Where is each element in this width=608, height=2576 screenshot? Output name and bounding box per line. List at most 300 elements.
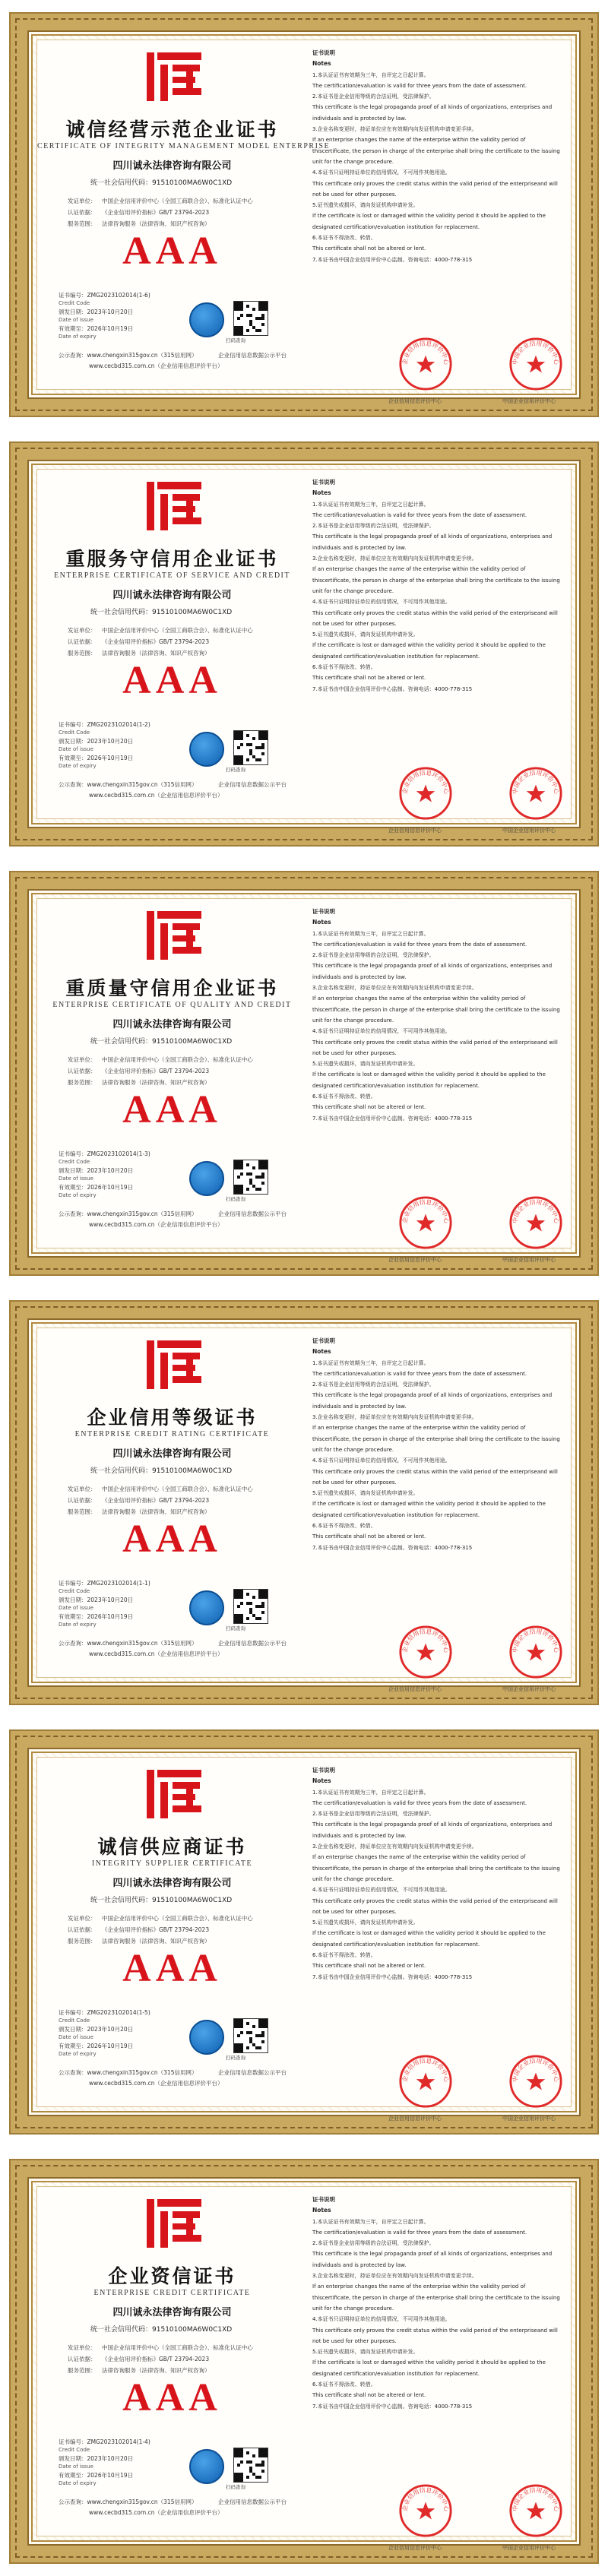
query-label: 公示查询： — [59, 1640, 87, 1647]
info-row-label: 服务范围： — [68, 1508, 97, 1515]
seal-label: 企业信用信息评价中心 — [388, 398, 442, 404]
info-row-value: 法律咨询服务（法律咨询、知识产权咨询） — [102, 1079, 211, 1086]
note-line: This certificate shall not be altered or lent. — [312, 1104, 426, 1111]
info-rows — [68, 195, 296, 229]
info-row-value: 中国企业信用评价中心（全国工商联合会）、标准化认证中心 — [102, 1486, 253, 1492]
credit-badge-icon — [189, 1161, 224, 1196]
cert-no-row — [59, 1579, 150, 1587]
ornate-frame — [11, 2160, 597, 2562]
company-name: 四川诚永法律咨询有限公司 — [112, 590, 232, 601]
notes-title: 证书说明 — [312, 1767, 335, 1774]
note-line: unit for the change procedure. — [312, 2305, 394, 2312]
notes-panel — [312, 477, 571, 695]
info-row-label: 认证依据： — [68, 1497, 97, 1504]
expiry-date: 2026年10月19日 — [87, 2043, 134, 2049]
info-row — [68, 1924, 296, 1935]
info-row — [68, 2365, 296, 2376]
note-line: 6.本证书不得涂改、转借。 — [312, 235, 376, 242]
cert-no-label: 证书编号： — [59, 1150, 87, 1157]
query-section — [59, 2068, 309, 2089]
issue-date: 2023年10月20日 — [87, 1597, 134, 1603]
note-line: This certificate only proves the credit status within the valid period of the enterpriseand will — [312, 180, 558, 187]
credit-code-value: 91510100MA6W0C1XD — [152, 1467, 233, 1475]
issue-date: 2023年10月20日 — [87, 2026, 134, 2033]
certificate-4 — [0, 1288, 608, 1717]
red-seal-icon — [508, 2054, 563, 2109]
info-row — [68, 218, 296, 229]
seal-label: 企业信用信息评价中心 — [388, 2545, 442, 2551]
query-url-1: www.chengxin315gov.cn（315信用网） — [87, 781, 198, 788]
certificate-title: 诚信经营示范企业证书 — [65, 119, 279, 141]
seal-arc-text: 企业信用信息评价中心 — [401, 2486, 450, 2512]
note-line: thiscertificate, the person in charge of the enterprise shall bring the certificate to the issuing — [312, 1865, 560, 1872]
query-url-2: www.cecbd315.com.cn（企业信用信息评价平台） — [89, 1221, 223, 1228]
note-line: 4.本证书只证明持证单位的信用情况，不可用作其他用途。 — [312, 599, 451, 606]
note-line: This certificate is the legal propaganda proof of all kinds of organizations, enterprises and — [312, 1392, 553, 1399]
info-row-label: 服务范围： — [68, 1079, 97, 1086]
info-row-value: 中国企业信用评价中心（全国工商联合会）、标准化认证中心 — [102, 627, 253, 634]
expiry-date: 2026年10月19日 — [87, 325, 134, 332]
query-label: 公示查询： — [59, 2498, 87, 2505]
note-line: The certification/evaluation is valid for three years from the date of assessment. — [312, 941, 527, 948]
certificate-title: 诚信供应商证书 — [97, 1836, 247, 1858]
note-line: 6.本证书不得涂改、转借。 — [312, 1952, 376, 1959]
credit-code-line — [90, 1036, 232, 1046]
issue-date: 2023年10月20日 — [87, 1167, 134, 1174]
cert-no-value: ZMG2023102014(1-4) — [87, 2438, 150, 2445]
expiry-label: 有效期至： — [59, 2472, 87, 2479]
info-row-label: 发证单位： — [68, 1056, 97, 1063]
red-seal-icon — [508, 1625, 563, 1679]
seal-arc-text: 中国企业信用评价中心 — [511, 2486, 560, 2512]
cert-no-row — [59, 720, 150, 729]
info-row-label: 认证依据： — [68, 638, 97, 645]
note-line: If an enterprise changes the name of the enterprise within the validity period of — [312, 2283, 526, 2290]
certificate-1 — [0, 0, 608, 429]
cert-no-row — [59, 2008, 150, 2017]
notes-title-en: Notes — [312, 60, 331, 68]
info-row — [68, 1935, 296, 1947]
notes-title-en: Notes — [312, 1777, 331, 1785]
red-seal-icon — [508, 2483, 563, 2538]
note-line: 7.本证书由中国企业信用评价中心监制。咨询电话：4000-778-315 — [312, 2403, 473, 2410]
credit-code-label: 统一社会信用代码： — [90, 1038, 153, 1046]
credit-badge-icon — [189, 2449, 224, 2484]
certificate-title: 企业信用等级证书 — [87, 1407, 258, 1429]
query-label: 公示查询： — [59, 1210, 87, 1217]
note-line: The certification/evaluation is valid for three years from the date of assessment. — [312, 1370, 527, 1377]
certificate-meta — [59, 1150, 150, 1200]
note-line: This certificate shall not be altered or lent. — [312, 245, 426, 252]
seal-arc-text: 中国企业信用评价中心 — [511, 769, 560, 795]
ornate-frame — [11, 872, 597, 1274]
qr-scan-label: 扫码查询 — [226, 2055, 245, 2061]
cert-no-value: ZMG2023102014(1-2) — [87, 721, 150, 728]
note-line: not be used for other purposes. — [312, 1479, 397, 1486]
note-line: 3.企业名称变更时，持证单位应在有效期内向发证机构申请变更手续。 — [312, 1414, 477, 1421]
certificate-5 — [0, 1717, 608, 2147]
seal-arc-text: 企业信用信息评价中心 — [401, 340, 450, 366]
note-line: If the certificate is lost or damaged within the validity period it should be applied to the — [312, 1501, 546, 1508]
note-line: unit for the change procedure. — [312, 158, 394, 165]
qr-code-icon — [233, 1160, 268, 1195]
cert-no-label: 证书编号： — [59, 2438, 87, 2445]
seal-label: 中国企业信用评价中心 — [502, 398, 556, 404]
info-row-value: 中国企业信用评价中心（全国工商联合会）、标准化认证中心 — [102, 2344, 253, 2351]
note-line: 4.本证书只证明持证单位的信用情况，不可用作其他用途。 — [312, 1887, 451, 1894]
ornate-frame — [11, 1302, 597, 1704]
certificate-title-en: ENTERPRISE CREDIT CERTIFICATE — [93, 2289, 251, 2297]
info-row-value: 《企业信用评价指标》GB/T 23794-2023 — [102, 1497, 210, 1504]
note-line: This certificate is the legal propaganda proof of all kinds of organizations, enterprises and — [312, 533, 553, 540]
note-line: thiscertificate, the person in charge of the enterprise shall bring the certificate to the issuing — [312, 2294, 560, 2301]
expiry-date: 2026年10月19日 — [87, 1184, 134, 1191]
expiry-label: 有效期至： — [59, 1184, 87, 1191]
info-row — [68, 1077, 296, 1088]
info-row — [68, 1913, 296, 1924]
note-line: 6.本证书不得涂改、转借。 — [312, 2381, 376, 2388]
qr-code-icon — [233, 301, 268, 336]
cert-no-row — [59, 2438, 150, 2446]
certificate-title: 重服务守信用企业证书 — [65, 548, 279, 570]
note-line: 4.本证书只证明持证单位的信用情况，不可用作其他用途。 — [312, 2316, 451, 2323]
note-line: designated certification/evaluation institution for replacement. — [312, 653, 480, 660]
note-line: This certificate only proves the credit status within the valid period of the enterpriseand will — [312, 609, 558, 616]
seal-arc-text: 中国企业信用评价中心 — [511, 1628, 560, 1654]
credit-code-value: 91510100MA6W0C1XD — [152, 609, 233, 616]
ornate-frame — [11, 14, 597, 416]
issue-en: Date of issue — [59, 1176, 93, 1182]
company-name: 四川诚永法律咨询有限公司 — [112, 1448, 232, 1460]
red-logo-icon — [144, 1764, 204, 1824]
expiry-en: Date of expiry — [59, 763, 97, 769]
credit-badge-icon — [189, 1590, 224, 1625]
note-line: 7.本证书由中国企业信用评价中心监制。咨询电话：4000-778-315 — [312, 1544, 473, 1551]
note-line: This certificate is the legal propaganda proof of all kinds of organizations, enterprises and — [312, 2251, 553, 2258]
red-logo-icon — [144, 1334, 204, 1395]
note-line: If an enterprise changes the name of the enterprise within the validity period of — [312, 1854, 526, 1861]
qr-scan-label: 扫码查询 — [226, 1196, 245, 1202]
note-line: individuals and is protected by law. — [312, 115, 407, 122]
note-line: 3.企业名称变更时，持证单位应在有效期内向发证机构申请变更手续。 — [312, 126, 477, 133]
red-seal-icon — [398, 337, 453, 391]
cert-no-label: 证书编号： — [59, 721, 87, 728]
seal-arc-text: 企业信用信息评价中心 — [401, 2057, 450, 2083]
query-label: 公示查询： — [59, 781, 87, 788]
info-row-label: 发证单位： — [68, 198, 97, 204]
issue-date: 2023年10月20日 — [87, 738, 134, 745]
certificate-body — [36, 2186, 572, 2551]
query-url-2: www.cecbd315.com.cn（企业信用信息评价平台） — [89, 362, 223, 369]
qr-code-icon — [233, 2018, 268, 2053]
red-logo-icon — [144, 476, 204, 536]
notes-list — [312, 2217, 571, 2412]
info-row — [68, 1065, 296, 1077]
seal-label: 中国企业信用评价中心 — [502, 1686, 556, 1692]
issue-date: 2023年10月20日 — [87, 2455, 134, 2462]
issue-row — [59, 2454, 150, 2463]
company-name: 四川诚永法律咨询有限公司 — [112, 160, 232, 172]
qr-scan-label: 扫码查询 — [226, 767, 245, 773]
expiry-date: 2026年10月19日 — [87, 1613, 134, 1620]
notes-title: 证书说明 — [312, 49, 335, 56]
issue-row — [59, 308, 150, 316]
notes-title: 证书说明 — [312, 2196, 335, 2203]
info-row-label: 认证依据： — [68, 1068, 97, 1074]
expiry-en: Date of expiry — [59, 2480, 97, 2486]
query-url-2: www.cecbd315.com.cn（企业信用信息评价平台） — [89, 1650, 223, 1657]
note-line: The certification/evaluation is valid for three years from the date of assessment. — [312, 2229, 527, 2236]
credit-badge-icon — [189, 732, 224, 767]
info-row-label: 服务范围： — [68, 650, 97, 657]
note-line: thiscertificate, the person in charge of the enterprise shall bring the certificate to the issuing — [312, 147, 560, 154]
note-line: 4.本证书只证明持证单位的信用情况，不可用作其他用途。 — [312, 1457, 451, 1464]
seal-arc-text: 企业信用信息评价中心 — [401, 769, 450, 795]
notes-title-en: Notes — [312, 919, 331, 926]
note-line: If the certificate is lost or damaged within the validity period it should be applied to the — [312, 642, 546, 649]
query-url-1: www.chengxin315gov.cn（315信用网） — [87, 2069, 198, 2076]
qr-code-icon — [233, 730, 268, 765]
credit-grade: AAA — [122, 1947, 222, 1990]
note-line: 4.本证书只证明持证单位的信用情况，不可用作其他用途。 — [312, 1028, 451, 1035]
seal-label: 企业信用信息评价中心 — [388, 828, 442, 834]
note-line: If an enterprise changes the name of the enterprise within the validity period of — [312, 137, 526, 144]
seal-arc-text: 中国企业信用评价中心 — [511, 340, 560, 366]
note-line: not be used for other purposes. — [312, 1908, 397, 1915]
expiry-row — [59, 1612, 150, 1621]
issue-label: 颁发日期： — [59, 2026, 87, 2033]
note-line: This certificate shall not be altered or lent. — [312, 1963, 426, 1970]
note-line: 3.企业名称变更时，持证单位应在有效期内向发证机构申请变更手续。 — [312, 1843, 477, 1850]
query-url-1: www.chengxin315gov.cn（315信用网） — [87, 352, 198, 359]
notes-title: 证书说明 — [312, 908, 335, 915]
credit-code-value: 91510100MA6W0C1XD — [152, 2326, 233, 2334]
credit-grade: AAA — [122, 1088, 222, 1131]
query-url-2: www.cecbd315.com.cn（企业信用信息评价平台） — [89, 2509, 223, 2516]
issue-row — [59, 737, 150, 745]
note-line: not be used for other purposes. — [312, 1049, 397, 1056]
issue-label: 颁发日期： — [59, 309, 87, 315]
note-line: 3.企业名称变更时，持证单位应在有效期内向发证机构申请变更手续。 — [312, 985, 477, 992]
info-rows — [68, 1483, 296, 1517]
cert-no-value: ZMG2023102014(1-6) — [87, 292, 150, 299]
red-seal-icon — [508, 1195, 563, 1250]
issue-label: 颁发日期： — [59, 1167, 87, 1174]
expiry-row — [59, 2042, 150, 2050]
credit-code-value: 91510100MA6W0C1XD — [152, 179, 233, 187]
credit-code-line — [90, 177, 232, 187]
seal-label: 中国企业信用评价中心 — [502, 828, 556, 834]
info-row-value: 《企业信用评价指标》GB/T 23794-2023 — [102, 638, 210, 645]
cert-no-en: Credit Code — [59, 729, 90, 736]
qr-scan-label: 扫码查询 — [226, 337, 245, 343]
certificate-meta — [59, 291, 150, 341]
query-label: 公示查询： — [59, 352, 87, 359]
note-line: not be used for other purposes. — [312, 620, 397, 627]
company-name: 四川诚永法律咨询有限公司 — [112, 2307, 232, 2318]
issue-row — [59, 1166, 150, 1175]
notes-title: 证书说明 — [312, 1337, 335, 1344]
note-line: individuals and is protected by law. — [312, 973, 407, 980]
info-row-label: 发证单位： — [68, 2344, 97, 2351]
note-line: unit for the change procedure. — [312, 1017, 394, 1024]
info-rows — [68, 2342, 296, 2376]
red-seal-icon — [398, 1625, 453, 1679]
cert-no-en: Credit Code — [59, 300, 90, 306]
note-line: If the certificate is lost or damaged within the validity period it should be applied to the — [312, 2359, 546, 2366]
cert-no-value: ZMG2023102014(1-1) — [87, 1580, 150, 1587]
info-row-value: 中国企业信用评价中心（全国工商联合会）、标准化认证中心 — [102, 1056, 253, 1063]
note-line: 5.证书遗失或损坏，请向发证机构申请补发。 — [312, 631, 419, 638]
publisher: 企业信用信息数据公示平台 — [218, 781, 287, 788]
seal-label: 企业信用信息评价中心 — [388, 1257, 442, 1263]
publisher: 企业信用信息数据公示平台 — [218, 1640, 287, 1647]
notes-list — [312, 499, 571, 695]
expiry-en: Date of expiry — [59, 1192, 97, 1198]
certificate-body — [36, 1328, 572, 1692]
note-line: 6.本证书不得涂改、转借。 — [312, 1523, 376, 1530]
note-line: designated certification/evaluation institution for replacement. — [312, 2370, 480, 2377]
info-row-value: 《企业信用评价指标》GB/T 23794-2023 — [102, 209, 210, 216]
red-seal-icon — [398, 766, 453, 821]
info-row — [68, 647, 296, 659]
note-line: 7.本证书由中国企业信用评价中心监制。咨询电话：4000-778-315 — [312, 1973, 473, 1980]
expiry-row — [59, 1183, 150, 1191]
seal-arc-text: 中国企业信用评价中心 — [511, 2057, 560, 2083]
qr-code-icon — [233, 1589, 268, 1624]
info-row — [68, 1054, 296, 1065]
seal-arc-text: 企业信用信息评价中心 — [401, 1628, 450, 1654]
query-section — [59, 1209, 309, 1230]
certificate-title-en: ENTERPRISE CREDIT RATING CERTIFICATE — [74, 1430, 270, 1438]
seal-arc-text: 中国企业信用评价中心 — [511, 1198, 560, 1224]
issue-en: Date of issue — [59, 746, 93, 752]
note-line: thiscertificate, the person in charge of the enterprise shall bring the certificate to the issuing — [312, 1435, 560, 1442]
info-row — [68, 195, 296, 207]
cert-no-en: Credit Code — [59, 1159, 90, 1165]
notes-title: 证书说明 — [312, 479, 335, 486]
info-row-value: 法律咨询服务（法律咨询、知识产权咨询） — [102, 1938, 211, 1945]
info-row — [68, 636, 296, 647]
query-url-1: www.chengxin315gov.cn（315信用网） — [87, 2498, 198, 2505]
note-line: The certification/evaluation is valid for three years from the date of assessment. — [312, 511, 527, 518]
red-logo-icon — [144, 46, 204, 107]
cert-no-label: 证书编号： — [59, 2009, 87, 2016]
issue-row — [59, 1596, 150, 1604]
query-section — [59, 350, 309, 372]
issue-en: Date of issue — [59, 317, 93, 323]
seal-label: 中国企业信用评价中心 — [502, 2545, 556, 2551]
note-line: This certificate only proves the credit status within the valid period of the enterpriseand will — [312, 1897, 558, 1904]
cert-no-value: ZMG2023102014(1-5) — [87, 2009, 150, 2016]
red-seal-icon — [508, 337, 563, 391]
expiry-en: Date of expiry — [59, 334, 97, 340]
note-line: 1.本认证证书有效期为三年，自评定之日起计算。 — [312, 71, 429, 78]
notes-panel — [312, 1336, 571, 1553]
info-row — [68, 625, 296, 636]
note-line: 4.本证书只证明持证单位的信用情况，不可用作其他用途。 — [312, 169, 451, 176]
note-line: 1.本认证证书有效期为三年，自评定之日起计算。 — [312, 930, 429, 937]
credit-badge-icon — [189, 302, 224, 337]
issue-row — [59, 2025, 150, 2033]
notes-list — [312, 70, 571, 265]
issue-en: Date of issue — [59, 2464, 93, 2470]
note-line: The certification/evaluation is valid for three years from the date of assessment. — [312, 1799, 527, 1806]
note-line: 3.企业名称变更时，持证单位应在有效期内向发证机构申请变更手续。 — [312, 555, 477, 562]
certificate-body — [36, 40, 572, 404]
expiry-en: Date of expiry — [59, 2051, 97, 2057]
red-logo-icon — [144, 2193, 204, 2254]
qr-scan-label: 扫码查询 — [226, 1625, 245, 1631]
info-row-value: 《企业信用评价指标》GB/T 23794-2023 — [102, 1068, 210, 1074]
note-line: individuals and is protected by law. — [312, 1832, 407, 1839]
certificate-title: 重质量守信用企业证书 — [65, 977, 279, 999]
info-row-value: 中国企业信用评价中心（全国工商联合会）、标准化认证中心 — [102, 1915, 253, 1922]
issue-label: 颁发日期： — [59, 738, 87, 745]
query-url-2: www.cecbd315.com.cn（企业信用信息评价平台） — [89, 792, 223, 799]
notes-panel — [312, 1765, 571, 1983]
info-row — [68, 1506, 296, 1517]
ornate-frame — [11, 1731, 597, 2133]
note-line: This certificate shall not be altered or lent. — [312, 2392, 426, 2399]
cert-no-row — [59, 1150, 150, 1158]
note-line: 5.证书遗失或损坏，请向发证机构申请补发。 — [312, 1490, 419, 1497]
notes-list — [312, 1787, 571, 1983]
credit-grade: AAA — [122, 2376, 222, 2419]
note-line: 6.本证书不得涂改、转借。 — [312, 1093, 376, 1100]
cert-no-en: Credit Code — [59, 1588, 90, 1594]
note-line: 1.本认证证书有效期为三年，自评定之日起计算。 — [312, 501, 429, 508]
note-line: designated certification/evaluation institution for replacement. — [312, 1941, 480, 1948]
expiry-label: 有效期至： — [59, 1613, 87, 1620]
note-line: 2.本证书是企业信用等级的合法证明，受法律保护。 — [312, 1811, 435, 1818]
note-line: This certificate is the legal propaganda proof of all kinds of organizations, enterprises and — [312, 104, 553, 111]
info-rows — [68, 625, 296, 659]
seal-label: 中国企业信用评价中心 — [502, 2116, 556, 2122]
expiry-row — [59, 754, 150, 762]
certificate-title-en: ENTERPRISE CERTIFICATE OF SERVICE AND CREDIT — [54, 571, 290, 580]
note-line: This certificate only proves the credit status within the valid period of the enterpriseand will — [312, 1468, 558, 1475]
info-row-value: 法律咨询服务（法律咨询、知识产权咨询） — [102, 1508, 211, 1515]
note-line: 2.本证书是企业信用等级的合法证明，受法律保护。 — [312, 2240, 435, 2247]
expiry-label: 有效期至： — [59, 325, 87, 332]
note-line: not be used for other purposes. — [312, 191, 397, 198]
expiry-date: 2026年10月19日 — [87, 2472, 134, 2479]
info-row-value: 《企业信用评价指标》GB/T 23794-2023 — [102, 2356, 210, 2362]
certificate-meta — [59, 720, 150, 771]
note-line: 5.证书遗失或损坏，请向发证机构申请补发。 — [312, 1919, 419, 1926]
note-line: If the certificate is lost or damaged within the validity period it should be applied to the — [312, 1071, 546, 1078]
info-row-value: 法律咨询服务（法律咨询、知识产权咨询） — [102, 220, 211, 227]
certificate-meta — [59, 2008, 150, 2059]
certificate-title-en: ENTERPRISE CERTIFICATE OF QUALITY AND CREDIT — [52, 1001, 292, 1009]
ornate-frame — [11, 443, 597, 845]
company-name: 四川诚永法律咨询有限公司 — [112, 1878, 232, 1889]
issue-en: Date of issue — [59, 1605, 93, 1611]
info-row-label: 服务范围： — [68, 220, 97, 227]
query-url-1: www.chengxin315gov.cn（315信用网） — [87, 1640, 198, 1647]
cert-no-en: Credit Code — [59, 2447, 90, 2453]
certificate-3 — [0, 859, 608, 1288]
note-line: 7.本证书由中国企业信用评价中心监制。咨询电话：4000-778-315 — [312, 1115, 473, 1122]
note-line: 5.证书遗失或损坏，请向发证机构申请补发。 — [312, 2349, 419, 2356]
note-line: 2.本证书是企业信用等级的合法证明，受法律保护。 — [312, 523, 435, 530]
notes-panel — [312, 48, 571, 265]
qr-code-icon — [233, 2448, 268, 2483]
certificate-meta — [59, 1579, 150, 1629]
company-name: 四川诚永法律咨询有限公司 — [112, 1019, 232, 1030]
cert-no-en: Credit Code — [59, 2017, 90, 2024]
